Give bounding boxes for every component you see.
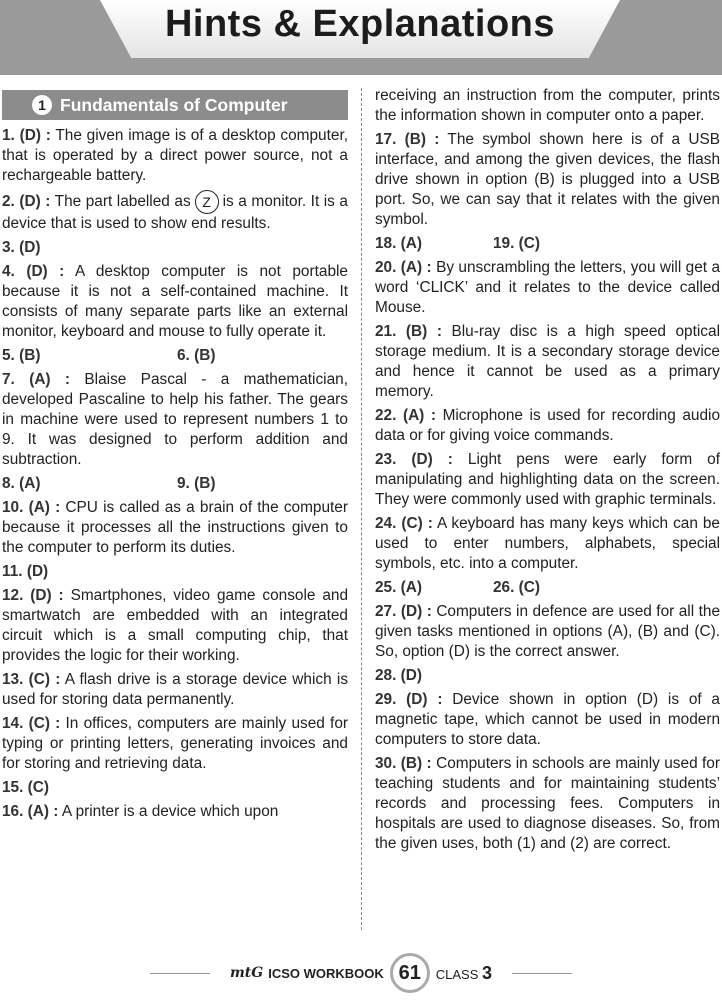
answers-25-26: 25. (A) 26. (C) [375,579,541,596]
answer-14: 14. (C) : In offices, computers are mainly used for typing or printing letters, generating invoices and for storing and retrieving data. [2,715,349,772]
section-number: 1 [32,95,52,115]
answer-12: 12. (D) : Smartphones, video game console and smartwatch are embedded with an integrated circuit which is a small computing chip, that provides the logic for their working. [2,587,349,664]
answer-29: 29. (D) : Device shown in option (D) is of a magnetic tape, which cannot be used in modern computers to store data. [375,691,720,748]
page-number: 61 [390,953,430,993]
answer-23: 23. (D) : Light pens were early form of manipulating and highlighting data on the screen. They were commonly used with graphic terminals. [375,451,721,508]
left-column [2,90,348,826]
answers-18-19: 18. (A) 19. (C) [375,235,541,252]
page-title: Hints & Explanations [164,3,556,45]
answer-7: 7. (A) : Blaise Pascal - a mathematician, developed Pascaline to help his father. The gears in machine were used to represent numbers 1 to 9. It was designed to perform addition and subtraction. [2,371,348,468]
section-heading [2,90,348,120]
footer-rule-right [512,973,572,974]
answer-2: 2. (D) : The part labelled as Z is a monitor. It is a device that is used to show end results. [2,190,348,234]
class-label: CLASS 3 [435,962,493,983]
answer-1: 1. (D) : The given image is of a desktop computer, that is operated by a direct power source, not a rechargeable battery. [2,127,348,184]
answer-16-continued: receiving an instruction from the computer, prints the information shown in computer onto a paper. [375,87,720,124]
column-divider [361,88,362,930]
answer-15: 15. (C) [2,779,50,796]
answers-5-6: 5. (B) 6. (B) [2,347,216,364]
answers-8-9: 8. (A) 9. (B) [2,475,216,492]
page-footer [0,950,722,996]
answer-27: 27. (D) : Computers in defence are used for all the given tasks mentioned in options (A), (B) and (C). So, option (D) is the correct answer. [375,603,721,660]
answer-28: 28. (D) [375,667,423,684]
mtg-logo: mtG [229,965,264,981]
answer-10: 10. (A) : CPU is called as a brain of the computer because it processes all the instructions given to the computer to perform its duties. [2,499,348,556]
answer-16: 16. (A) : A printer is a device which upon [2,803,279,820]
answer-13: 13. (C) : A flash drive is a storage device which is used for storing data permanently. [2,671,349,708]
circled-z-label: Z [195,190,219,214]
answer-20: 20. (A) : By unscrambling the letters, you will get a word ‘CLICK’ and it relates to the device called Mouse. [375,259,720,316]
answer-24: 24. (C) : A keyboard has many keys which can be used to enter numbers, alphabets, special symbols, etc. into a computer. [375,515,720,572]
answer-17: 17. (B) : The symbol shown here is of a USB interface, and among the given devices, the flash drive shown in option (B) is plugged into a USB port. So, we can say that it relates with the given symbol. [375,131,721,228]
answer-3: 3. (D) [2,239,41,256]
footer-rule-left [150,973,210,974]
answer-11: 11. (D) [2,563,49,580]
answer-22: 22. (A) : Microphone is used for recording audio data or for giving voice commands. [375,407,721,444]
answer-21: 21. (B) : Blu-ray disc is a high speed optical storage medium. It is a secondary storage device and hence it cannot be used as a primary memory. [375,323,720,400]
answer-30: 30. (B) : Computers in schools are mainly used for teaching students and for maintaining students’ records and processing fees. Computers in hospitals are used to diagnose diseases. So, from the given uses, both (1) and (2) are correct. [375,755,720,852]
workbook-label: ICSO WORKBOOK [268,965,384,981]
section-title: Fundamentals of Computer [60,95,288,115]
answer-4: 4. (D) : A desktop computer is not portable because it is not a self-contained machine. It consists of many separate parts like an external monitor, keyboard and mouse to fully operate it. [2,263,348,340]
right-column [375,86,720,858]
